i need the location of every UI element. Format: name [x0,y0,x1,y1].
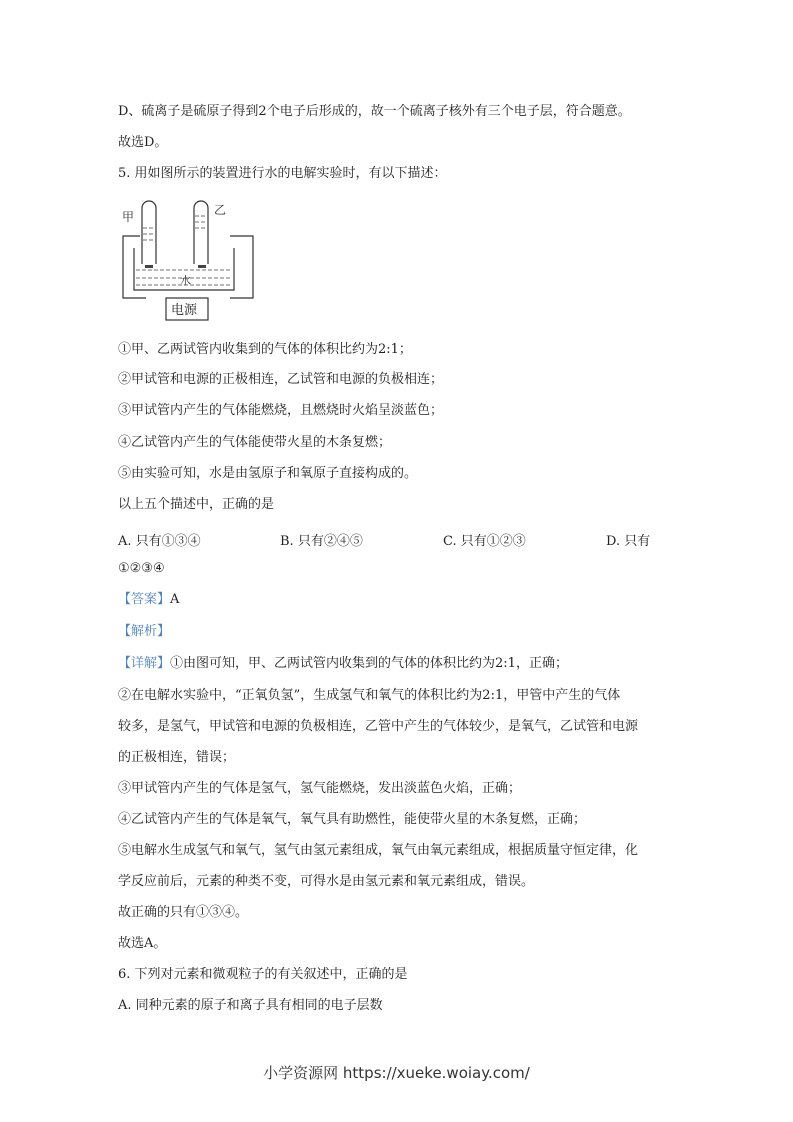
detail-text: ①由图可知，甲、乙两试管内收集到的气体的体积比约为2:1，正确； [170,656,568,671]
electrode [198,265,206,268]
detail-tag: 【详解】 [118,656,171,671]
text-line: ④乙试管内产生的气体是氧气，氧气具有助燃性，能使带火星的木条复燃，正确； [118,812,587,827]
answer-value: A [170,592,180,607]
label-yi: 乙 [214,203,227,217]
answer-tag: 【答案】 [118,592,171,607]
footer-watermark: 小学资源网 https://xueke.woiay.com/ [263,1064,530,1082]
electrolysis-diagram [118,196,258,326]
detail-line [118,656,568,672]
text-line: 学反应前后，元素的种类不变，可得水是由氢元素和氧元素组成，错误。 [118,874,535,889]
option-b: B. 只有②④⑤ [280,534,363,549]
label-power: 电源 [171,303,198,318]
statement: ⑤由实验可知，水是由氢原子和氧原子直接构成的。 [118,466,418,481]
question-5: 5. 用如图所示的装置进行水的电解实验时，有以下描述： [118,166,447,181]
answer-line [118,592,179,608]
analysis-tag: 【解析】 [118,624,171,639]
electrode [145,265,153,268]
text-line: 故正确的只有①③④。 [118,905,249,920]
text-line: 较多，是氢气，甲试管和电源的负极相连，乙管中产生的气体较少，是氧气，乙试管和电源 [118,719,639,734]
label-jia: 甲 [122,210,135,224]
statement: 以上五个描述中，正确的是 [118,497,275,512]
text-line: ③甲试管内产生的气体是氢气，氢气能燃烧，发出淡蓝色火焰，正确； [118,781,522,796]
option-d: D. 只有 [606,534,651,549]
option-a: A. 只有①③④ [118,534,201,549]
option-a: A. 同种元素的原子和离子具有相同的电子层数 [118,998,383,1013]
question-6: 6. 下列对元素和微观粒子的有关叙述中，正确的是 [118,967,408,982]
text-line: D、硫离子是硫原子得到2个电子后形成的，故一个硫离子核外有三个电子层，符合题意。 [118,104,631,119]
label-water: 水 [180,274,191,287]
statement: ③甲试管内产生的气体能燃烧，且燃烧时火焰呈淡蓝色； [118,403,444,418]
text-line: ②在电解水实验中，“正氧负氢”，生成氢气和氧气的体积比约为2:1，甲管中产生的气体 [118,688,621,703]
text-line: ⑤电解水生成氢气和氧气，氢气由氢元素组成，氧气由氧元素组成，根据质量守恒定律，化 [118,843,639,858]
statement: ②甲试管和电源的正极相连，乙试管和电源的负极相连； [118,372,444,387]
option-d-continued: ①②③④ [118,561,165,576]
text-line: 的正极相连，错误； [118,750,236,765]
option-c: C. 只有①②③ [443,534,526,549]
text-line: 故选A。 [118,936,167,951]
statement: ①甲、乙两试管内收集到的气体的体积比约为2:1； [118,342,412,357]
text-line: 故选D。 [118,135,168,150]
statement: ④乙试管内产生的气体能使带火星的木条复燃； [118,435,392,450]
